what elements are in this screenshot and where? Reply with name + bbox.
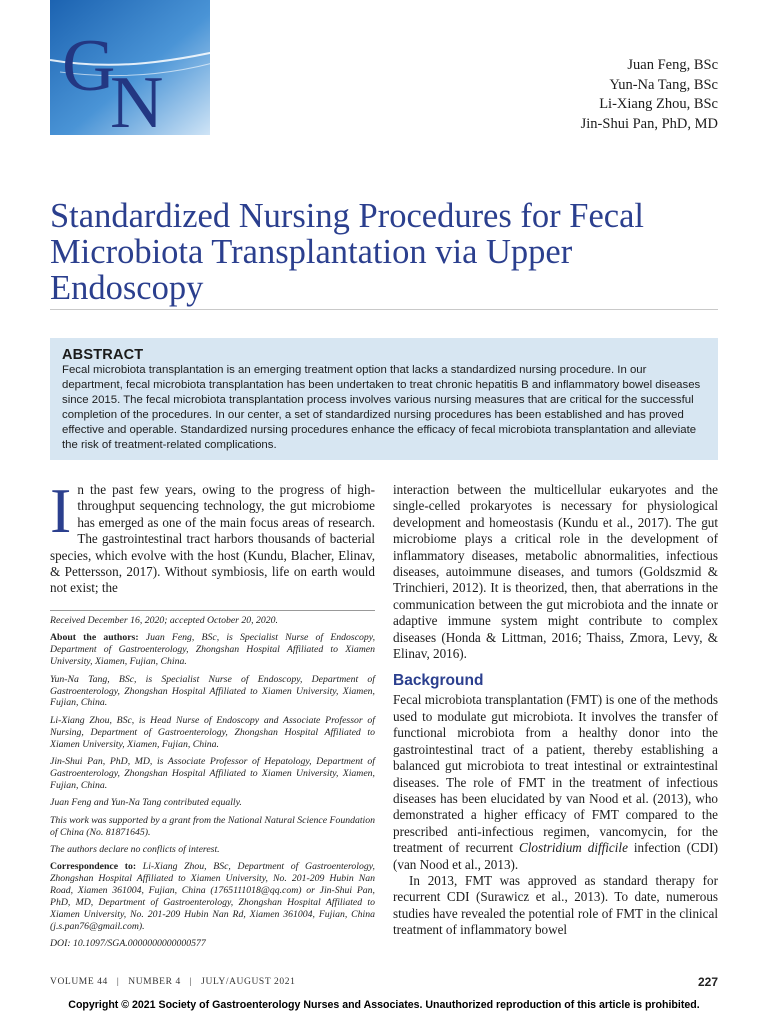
- left-column: [50, 475, 375, 597]
- intro-paragraph: [50, 475, 375, 597]
- correspondence-label: Correspondence to:: [50, 861, 137, 873]
- background-paragraph-1: [393, 692, 718, 872]
- conflicts-note: The authors declare no conflicts of interest.: [50, 844, 220, 855]
- author-name: Juan Feng, BSc: [627, 57, 718, 73]
- author-name: Li-Xiang Zhou, BSc: [599, 96, 718, 112]
- title-divider: [50, 309, 718, 310]
- journal-logo: [50, 0, 265, 135]
- volume-info: VOLUME 44 | NUMBER 4 | JULY/AUGUST 2021: [50, 977, 296, 987]
- about-feng: Juan Feng, BSc, is Specialist Nurse of Endoscopy, Department of Gastroenterology, Zhongshan Hospital Affiliated to Xiamen University, Xiamen, Fujian, China.: [50, 632, 376, 668]
- article-title: Standardized Nursing Procedures for Fecal Microbiota Transplantation via Upper Endoscopy: [50, 197, 644, 307]
- abstract-box: [50, 338, 718, 460]
- author-list: [581, 56, 718, 134]
- background-heading: Background: [393, 672, 484, 690]
- correspondence: [50, 861, 375, 932]
- right-column: [393, 482, 718, 939]
- article-notes: [50, 610, 375, 956]
- doi: DOI: 10.1097/SGA.0000000000000577: [50, 938, 206, 950]
- page-number: 227: [697, 975, 718, 989]
- abstract-heading: ABSTRACT: [62, 347, 144, 363]
- about-pan: Jin-Shui Pan, PhD, MD, is Associate Professor of Hepatology, Department of Gastroenterology, Zhongshan Hospital Affiliated to Xiamen University, Xiamen, Fujian, China.: [50, 756, 375, 791]
- author-name: Yun-Na Tang, BSc: [609, 76, 718, 93]
- bg-p1-a: Fecal microbiota transplantation (FMT) is one of the methods used to modulate gut microbiota. It involves the transfer of functional microbiota from a healthy donor into the gastrointestinal tract of a patient, thereby establishing a balanced gut microbiota to treat intestinal or extraintestinal diseases. The role of FMT in the treatment of infectious diseases has been elucidated by van Nood et al. (2013), who demonstrated a higher efficacy of FMT compared to the prescribed anti-infectious regimen, vancomycin, for the treatment of recurrent: [393, 692, 718, 856]
- svg-text:G: G: [62, 25, 116, 107]
- abstract-text: Fecal microbiota transplantation is an emerging treatment option that lacks a standardized nursing procedure. In our department, fecal microbiota transplantation has been undertaken to treat chronic hepatitis B and inflammatory bowel diseases since 2015. The fecal microbiota transplantation process involves various nursing measures that are critical for the successful completion of the procedures. In our center, a set of standardized nursing procedures has been established and has proved effective and operable. Standardized nursing procedures enhance the efficacy of fecal microbiota transplantation and alleviate the risk of treatment-related complications.: [62, 364, 701, 451]
- grant-note: This work was supported by a grant from the National Natural Science Foundation of China (No. 81871645).: [50, 814, 375, 838]
- equal-contribution: Juan Feng and Yun-Na Tang contributed equally.: [50, 797, 242, 809]
- about-zhou: Li-Xiang Zhou, BSc, is Head Nurse of Endoscopy and Associate Professor of Nursing, Department of Gastroenterology, Zhongshan Hospital Affiliated to Xiamen University, Xiamen, Fujian, China.: [50, 714, 375, 750]
- body-paragraph: interaction between the multicellular eukaryotes and the single-celled prokaryotes is necessary for physiological development and homeostasis (Kundu et al., 2017). The gut microbiome plays a critical role in the development of inflammatory diseases, metabolic abnormalities, infectious diseases, autoimmune diseases, and tumors (Goldszmid & Trinchieri, 2012). It is theorized, then, that aberrations in the communication between the gut microbiota and the innate or adaptive immune system might contribute to complex diseases (Honda & Littman, 2016; Thaiss, Zmora, Levy, & Elinav, 2016).: [393, 482, 718, 662]
- correspondence-text: Li-Xiang Zhou, BSc, Department of Gastroenterology, Zhongshan Hospital Affiliated to Xiamen University, No. 201-209 Hubin Nan Road, Xiamen 361004, Fujian, China (1765111018@qq.com) or Jin-Shui Pan, PhD, MD, Department of Gastroenterology, Zhongshan Hospital Affiliated to Xiamen University, No. 201-209 Hubin Nan Rd, Xiamen 361004, Fujian, China (j.s.pan76@gmail.com).: [50, 861, 375, 932]
- author-name: Jin-Shui Pan, PhD, MD: [580, 115, 718, 132]
- species-name: Clostridium difficile: [518, 840, 628, 856]
- about-label: About the authors:: [50, 632, 139, 644]
- received-date: Received December 16, 2020; accepted October 20, 2020.: [50, 610, 375, 627]
- svg-text:N: N: [110, 62, 164, 135]
- about-authors: [50, 632, 375, 668]
- bg-p1-b: infection (CDI) (van Nood et al., 2013).: [393, 840, 718, 872]
- copyright-notice: Copyright © 2021 Society of Gastroenterology Nurses and Associates. Unauthorized reproduction of this article is prohibited.: [68, 999, 700, 1011]
- intro-text: n the past few years, owing to the progress of high-throughput sequencing technology, the gut microbiome has emerged as one of the main focus areas of research. The gastrointestinal tract harbors thousands of bacterial species, which evolve with the host (Kundu, Blacher, Elinav, & Pettersson, 2017). Without symbiosis, life on earth would not exist; the: [50, 482, 375, 596]
- background-paragraph-2: In 2013, FMT was approved as standard therapy for recurrent CDI (Surawicz et al., 2013). To date, numerous studies have revealed the potential role of FMT in the clinical treatment of inflammatory bowel: [393, 872, 718, 938]
- drop-cap: I: [50, 475, 72, 546]
- about-tang: Yun-Na Tang, BSc, is Specialist Nurse of Endoscopy, Department of Gastroenterology, Zhongshan Hospital Affiliated to Xiamen University, Xiamen, Fujian, China.: [50, 673, 375, 709]
